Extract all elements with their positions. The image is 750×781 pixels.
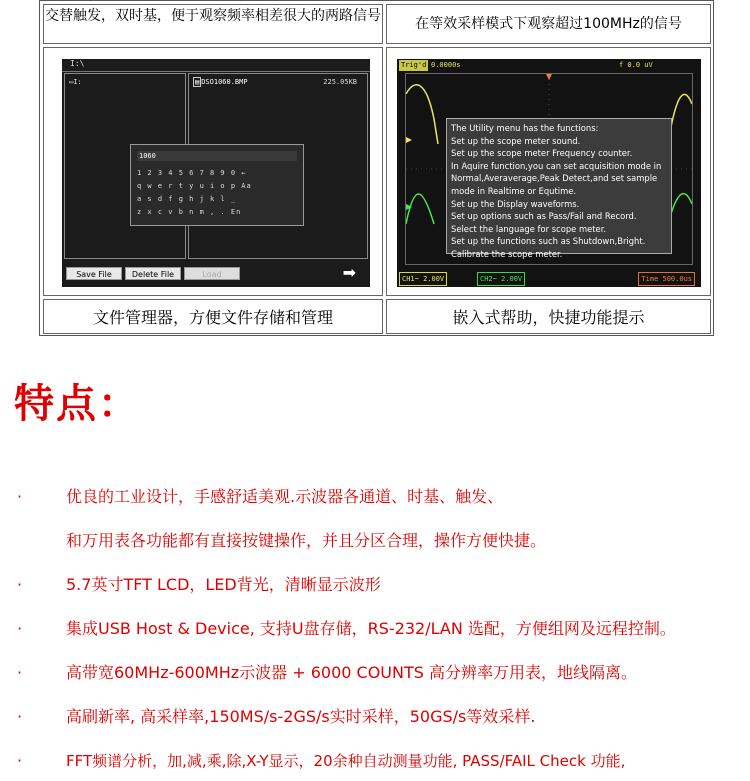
trigger-status: Trig'd [401, 61, 427, 69]
caption-dual-timebase: 交替触发，双时基，便于观察频率相差很大的两路信号 [43, 4, 383, 44]
help-line: In Aquire function,you can set acquisition mode in [451, 160, 662, 171]
feature-item-continuation [0, 530, 750, 552]
features-title: 特点： [14, 381, 140, 427]
help-line: Select the language for scope meter. [451, 223, 607, 234]
caption-embedded-help: 嵌入式帮助，快捷功能提示 [386, 299, 711, 334]
help-line: Set up the functions such as Shutdown,Bright. [451, 236, 646, 247]
filename-entry: 1060 [137, 151, 297, 161]
ch1-waveform-left [406, 85, 438, 144]
help-line: The Utility menu has the functions: [451, 123, 599, 133]
help-screenshot [386, 47, 711, 296]
load-button: Load [184, 267, 240, 280]
help-line: Set up options such as Pass/Fail and Record. [451, 211, 637, 222]
scope-status-bar [399, 60, 699, 71]
help-line: Calibrate the scope meter. [451, 248, 563, 259]
keyboard-row: 1 2 3 4 5 6 7 8 9 0 ← [137, 169, 247, 177]
ch2-waveform-left [406, 194, 434, 224]
feature-text: 高带宽60MHz-600MHz示波器 + 6000 COUNTS 高分辨率万用表，地线隔离。 [66, 663, 637, 682]
feature-text: 高刷新率, 高采样率,150MS/s-2GS/s实时采样，50GS/s等效采样. [66, 707, 536, 726]
feature-text: 和万用表各功能都有直接按键操作，并且分区合理，操作方便快捷。 [66, 531, 547, 550]
caption-equivalent-sampling: 在等效采样模式下观察超过100MHz的信号 [386, 4, 711, 44]
feature-text: 优良的工业设计，手感舒适美观.示波器各通道、时基、触发、 [66, 487, 504, 506]
feature-text: 集成USB Host & Device, 支持U盘存储，RS-232/LAN 选配，方便组网及远程控制。 [66, 619, 676, 638]
bullet: · [17, 751, 23, 770]
keyboard-row: a s d f g h j k l _ [137, 195, 237, 203]
caption-file-manager: 文件管理器，方便文件存储和管理 [43, 299, 383, 334]
bullet: · [17, 487, 23, 506]
right-arrow-icon: ➡ [342, 263, 356, 282]
feature-text: 5.7英寸TFT LCD，LED背光，清晰显示波形 [66, 575, 381, 594]
bullet: · [17, 619, 23, 638]
keyboard-row: q w e r t y u i o p Aa [137, 182, 252, 190]
ch1-scale: CH1~ 2.00V [399, 272, 447, 286]
ch1-marker-icon [406, 137, 412, 143]
delete-file-button: Delete File [125, 267, 181, 280]
bullet: · [17, 663, 23, 682]
bullet: · [17, 707, 23, 726]
save-file-button: Save File [66, 267, 122, 280]
file-name: DSO1060.BMP [201, 78, 248, 86]
keyboard-row: z x c v b n m , . En [137, 208, 242, 216]
help-popup [446, 118, 672, 259]
virtual-keyboard [130, 144, 304, 226]
ch2-scale: CH2~ 2.00V [477, 272, 525, 286]
trigger-marker-icon [546, 74, 552, 80]
drive-item: ▭I: [69, 78, 82, 86]
bullet: · [17, 575, 23, 594]
help-line: mode in Realtime or Equtime. [451, 185, 577, 196]
scope-graticule [405, 73, 693, 265]
softkey-bar [62, 262, 370, 287]
drive-label: I: [73, 78, 82, 86]
help-line: Set up the scope meter Frequency counter. [451, 148, 633, 159]
trigger-readout: f 0.0 uV [619, 61, 653, 69]
feature-item [0, 486, 750, 508]
feature-item [0, 662, 750, 684]
trigger-time: 0.0000s [431, 61, 461, 69]
feature-item [0, 574, 750, 596]
file-size: 225.05KB [323, 78, 357, 86]
help-line: Normal,Averaverage,Peak Detect,and set sample [451, 173, 658, 184]
file-item [193, 78, 248, 86]
feature-item [0, 618, 750, 640]
file-icon: ▤ [195, 78, 200, 86]
timebase-readout: Time 500.0us [638, 272, 695, 286]
help-line: Set up the Display waveforms. [451, 198, 580, 209]
scope-screen [397, 59, 701, 287]
feature-item [0, 750, 750, 772]
file-manager-screenshot [43, 47, 383, 296]
feature-item [0, 706, 750, 728]
path-label: I:\ [70, 59, 85, 68]
feature-text: FFT频谱分析，加,减,乘,除,X-Y显示，20余种自动测量功能, PASS/FAIL Check 功能, [66, 752, 626, 770]
path-bar [62, 59, 370, 72]
help-line: Set up the scope meter sound. [451, 135, 581, 146]
scope-channel-bar [399, 271, 699, 285]
comparison-table [39, 0, 714, 336]
keyboard-keys [137, 167, 302, 219]
file-manager-screen [62, 59, 370, 287]
